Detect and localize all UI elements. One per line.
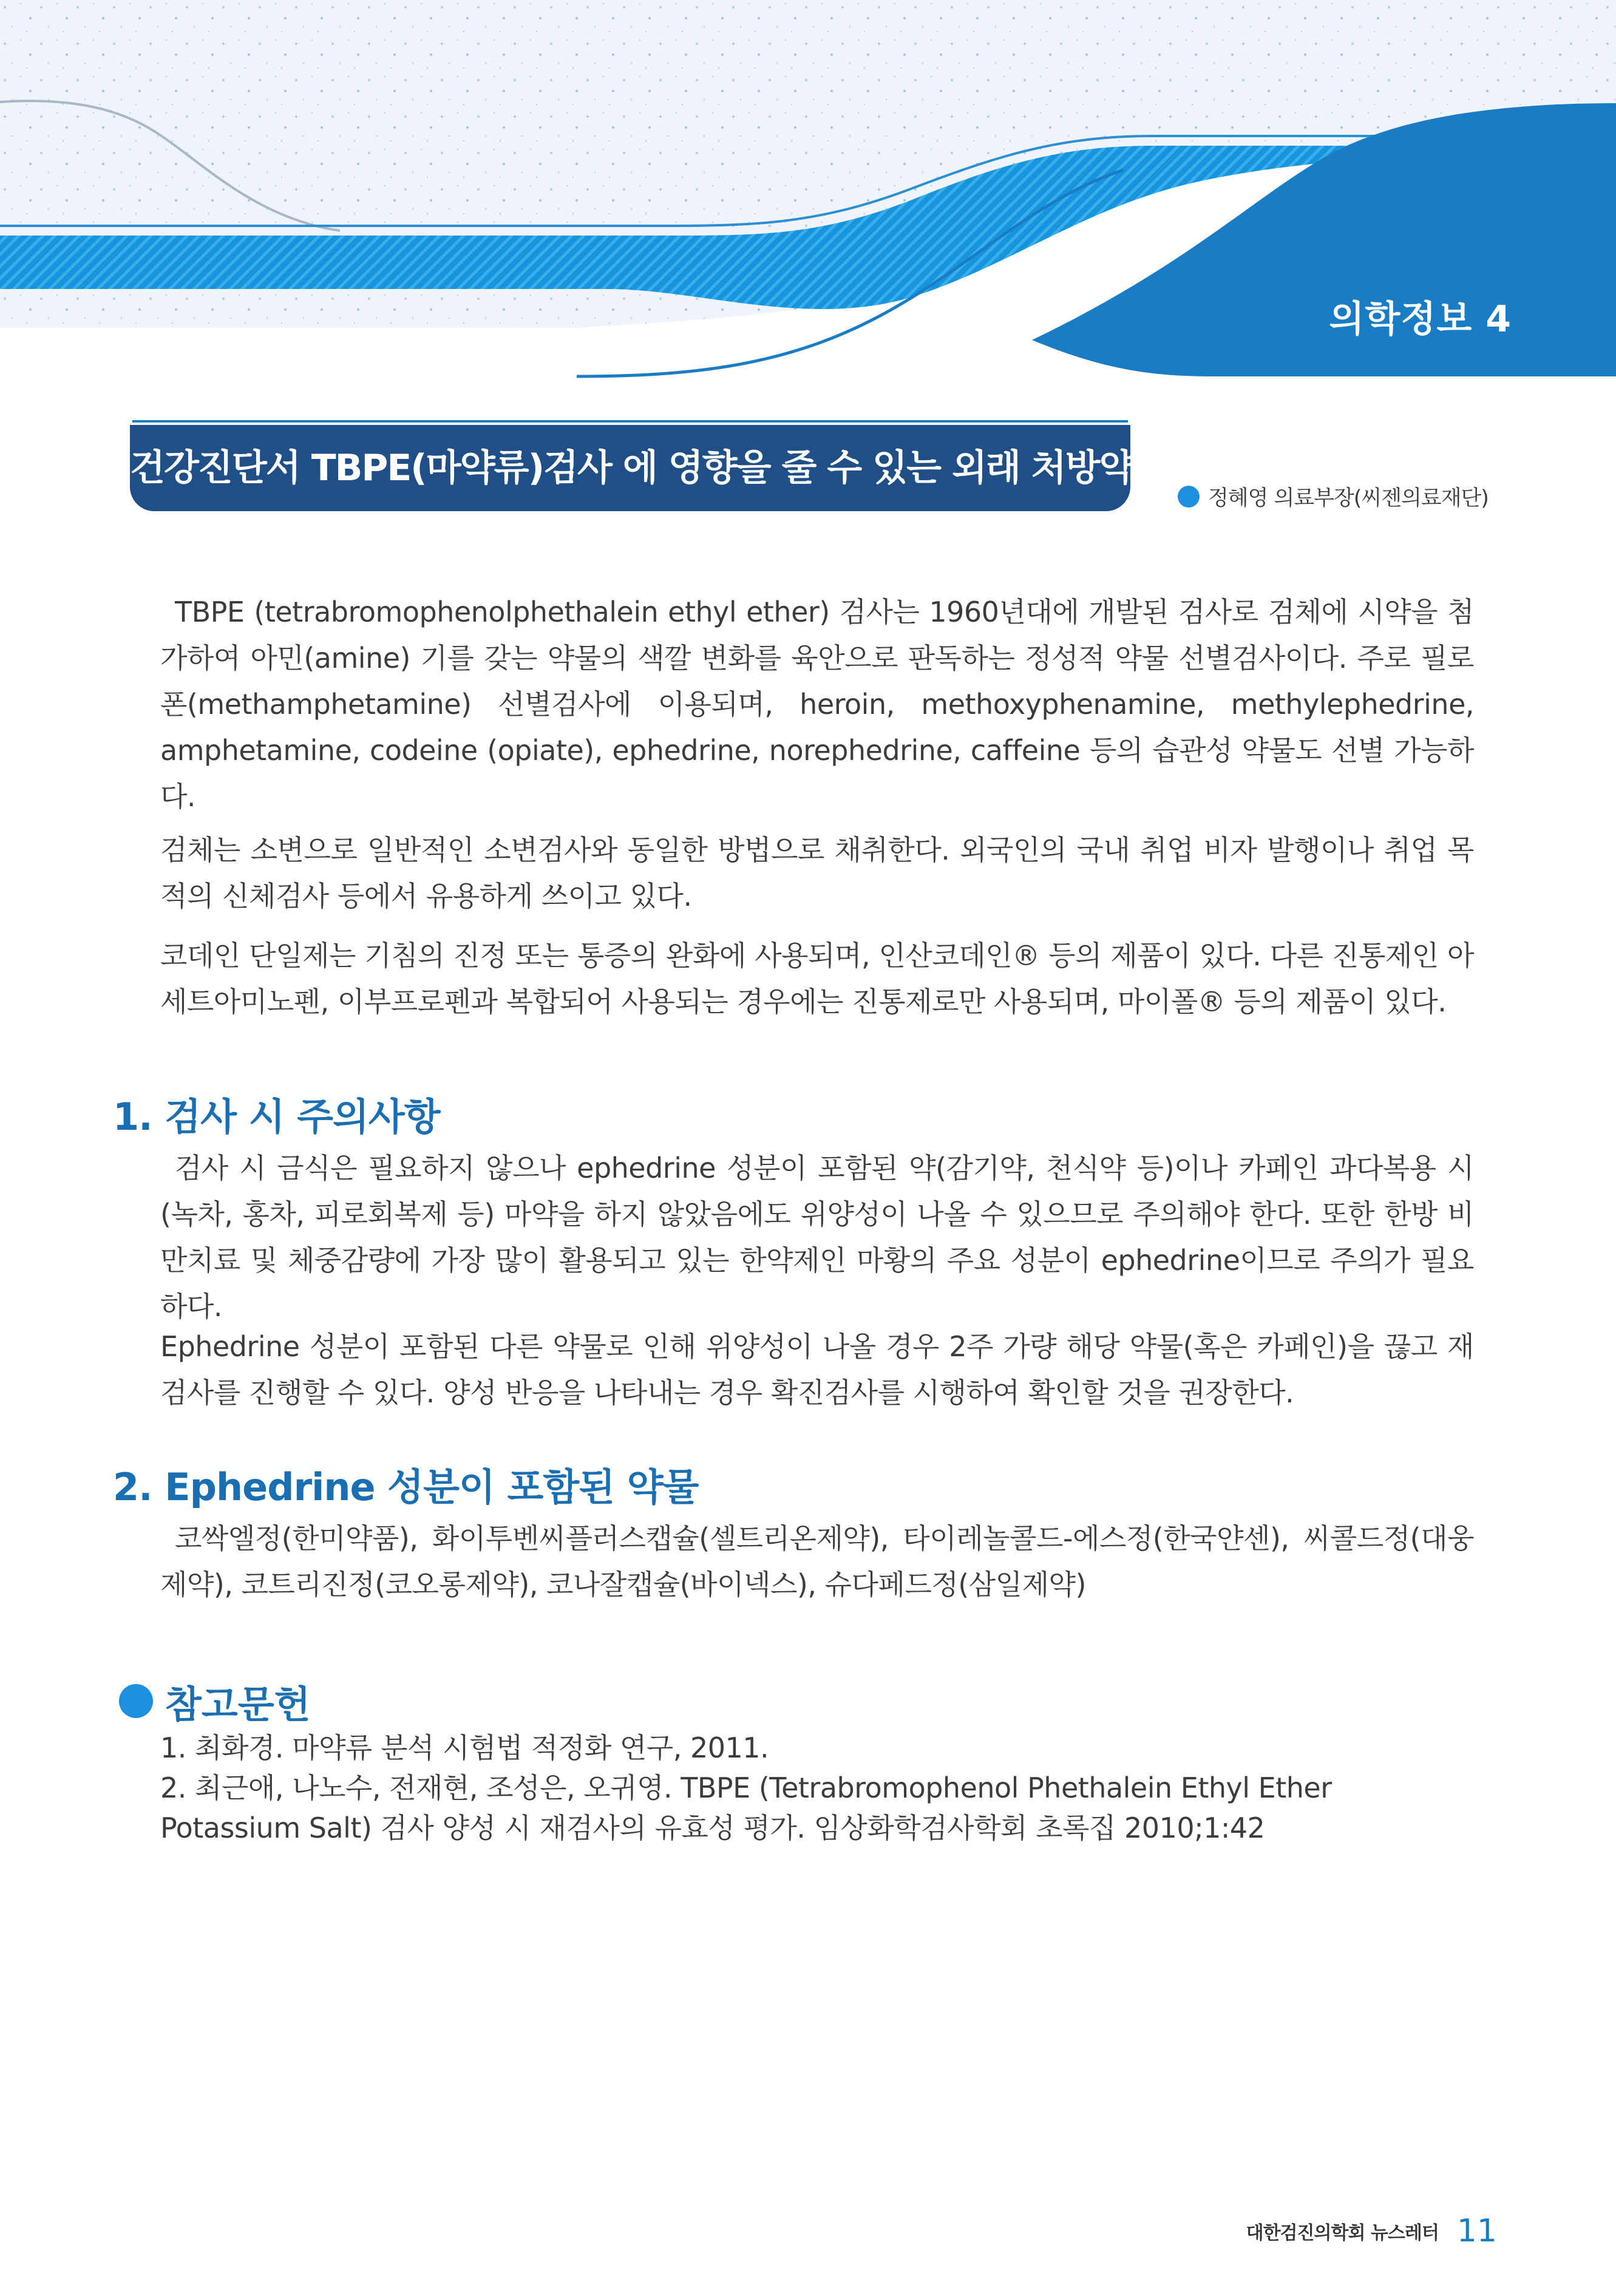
page-number: 11 xyxy=(1456,2213,1497,2249)
references-list xyxy=(160,1728,1474,1848)
reference-item: 1. 최화경. 마약류 분석 시험법 적정화 연구, 2011. xyxy=(160,1731,769,1764)
publication-name: 대한검진의학회 뉴스레터 xyxy=(1246,2223,1439,2244)
author-line xyxy=(1178,480,1489,514)
section2-drug-list: 코싹엘정(한미약품), 화이투벤씨플러스캡슐(셀트리온제약), 타이레놀콜드-에스정(한국얀센), 씨콜드정(대웅제약), 코트리진정(코오롱제약), 코나잘캡슐(바이넥스), 슈다페드정(삼일제약) xyxy=(160,1522,1474,1601)
section1-paragraph-1: 검사 시 금식은 필요하지 않으나 ephedrine 성분이 포함된 약(감기약, 천식약 등)이나 카페인 과다복용 시(녹차, 홍차, 피로회복제 등) 마약을 하지 않았음에도 위양성이 나올 수 있으므로 주의해야 한다. 또한 한방 비만치료 및 체중감량에 가장 많이 활용되고 있는 한약제인 마황의 주요 성분이 ephedrine이므로 주의가 필요하다. xyxy=(160,1152,1474,1323)
intro-paragraph-3: 코데인 단일제는 기침의 진정 또는 통증의 완화에 사용되며, 인산코데인® 등의 제품이 있다. 다른 진통제인 아세트아미노펜, 이부프로펜과 복합되어 사용되는 경우에는 진통제로만 사용되며, 마이폴® 등의 제품이 있다. xyxy=(160,939,1474,1018)
title-top-rule xyxy=(132,420,1128,423)
references-heading xyxy=(119,1676,311,1727)
section1-paragraph-2: Ephedrine 성분이 포함된 다른 약물로 인해 위양성이 나올 경우 2주 가량 해당 약물(혹은 카페인)을 끊고 재검사를 진행할 수 있다. 양성 반응을 나타내는 경우 확진검사를 시행하여 확인할 것을 권장한다. xyxy=(160,1330,1474,1409)
intro-paragraph-1: TBPE (tetrabromophenolphethalein ethyl ether) 검사는 1960년대에 개발된 검사로 검체에 시약을 첨가하여 아민(amine) 기를 갖는 약물의 색깔 변화를 육안으로 판독하는 정성적 약물 선별검사이다. 주로 필로폰(methamphetamine) 선별검사에 이용되며, heroin, methoxyphenamine, methylephedrine, amphetamine, codeine (opiate), ephedrine, norephedrine, caffeine 등의 습관성 약물도 선별 가능하다. xyxy=(160,596,1474,813)
section2-heading: 2. Ephedrine 성분이 포함된 약물 xyxy=(113,1465,699,1509)
bullet-dot-icon xyxy=(119,1684,153,1718)
reference-item: 2. 최근애, 나노수, 전재현, 조성은, 오귀영. TBPE (Tetrabromophenol Phethalein Ethyl Ether Potassium Salt) 검사 양성 시 재검사의 유효성 평가. 임상화학검사학회 초록집 2010;1:42 xyxy=(160,1771,1332,1844)
author-name: 정혜영 의료부장(씨젠의료재단) xyxy=(1208,486,1489,511)
bullet-dot-icon xyxy=(1178,486,1200,508)
intro-paragraph-2: 검체는 소변으로 일반적인 소변검사와 동일한 방법으로 채취한다. 외국인의 국내 취업 비자 발행이나 취업 목적의 신체검사 등에서 유용하게 쓰이고 있다. xyxy=(160,834,1474,912)
references-title: 참고문헌 xyxy=(165,1682,311,1727)
section1-heading: 1. 검사 시 주의사항 xyxy=(113,1095,440,1139)
section-tag: 의학정보 4 xyxy=(1329,298,1512,341)
page-footer xyxy=(1214,2210,1497,2252)
article-title: 건강진단서 TBPE(마약류)검사 에 영향을 줄 수 있는 외래 처방약물 xyxy=(130,447,1167,489)
